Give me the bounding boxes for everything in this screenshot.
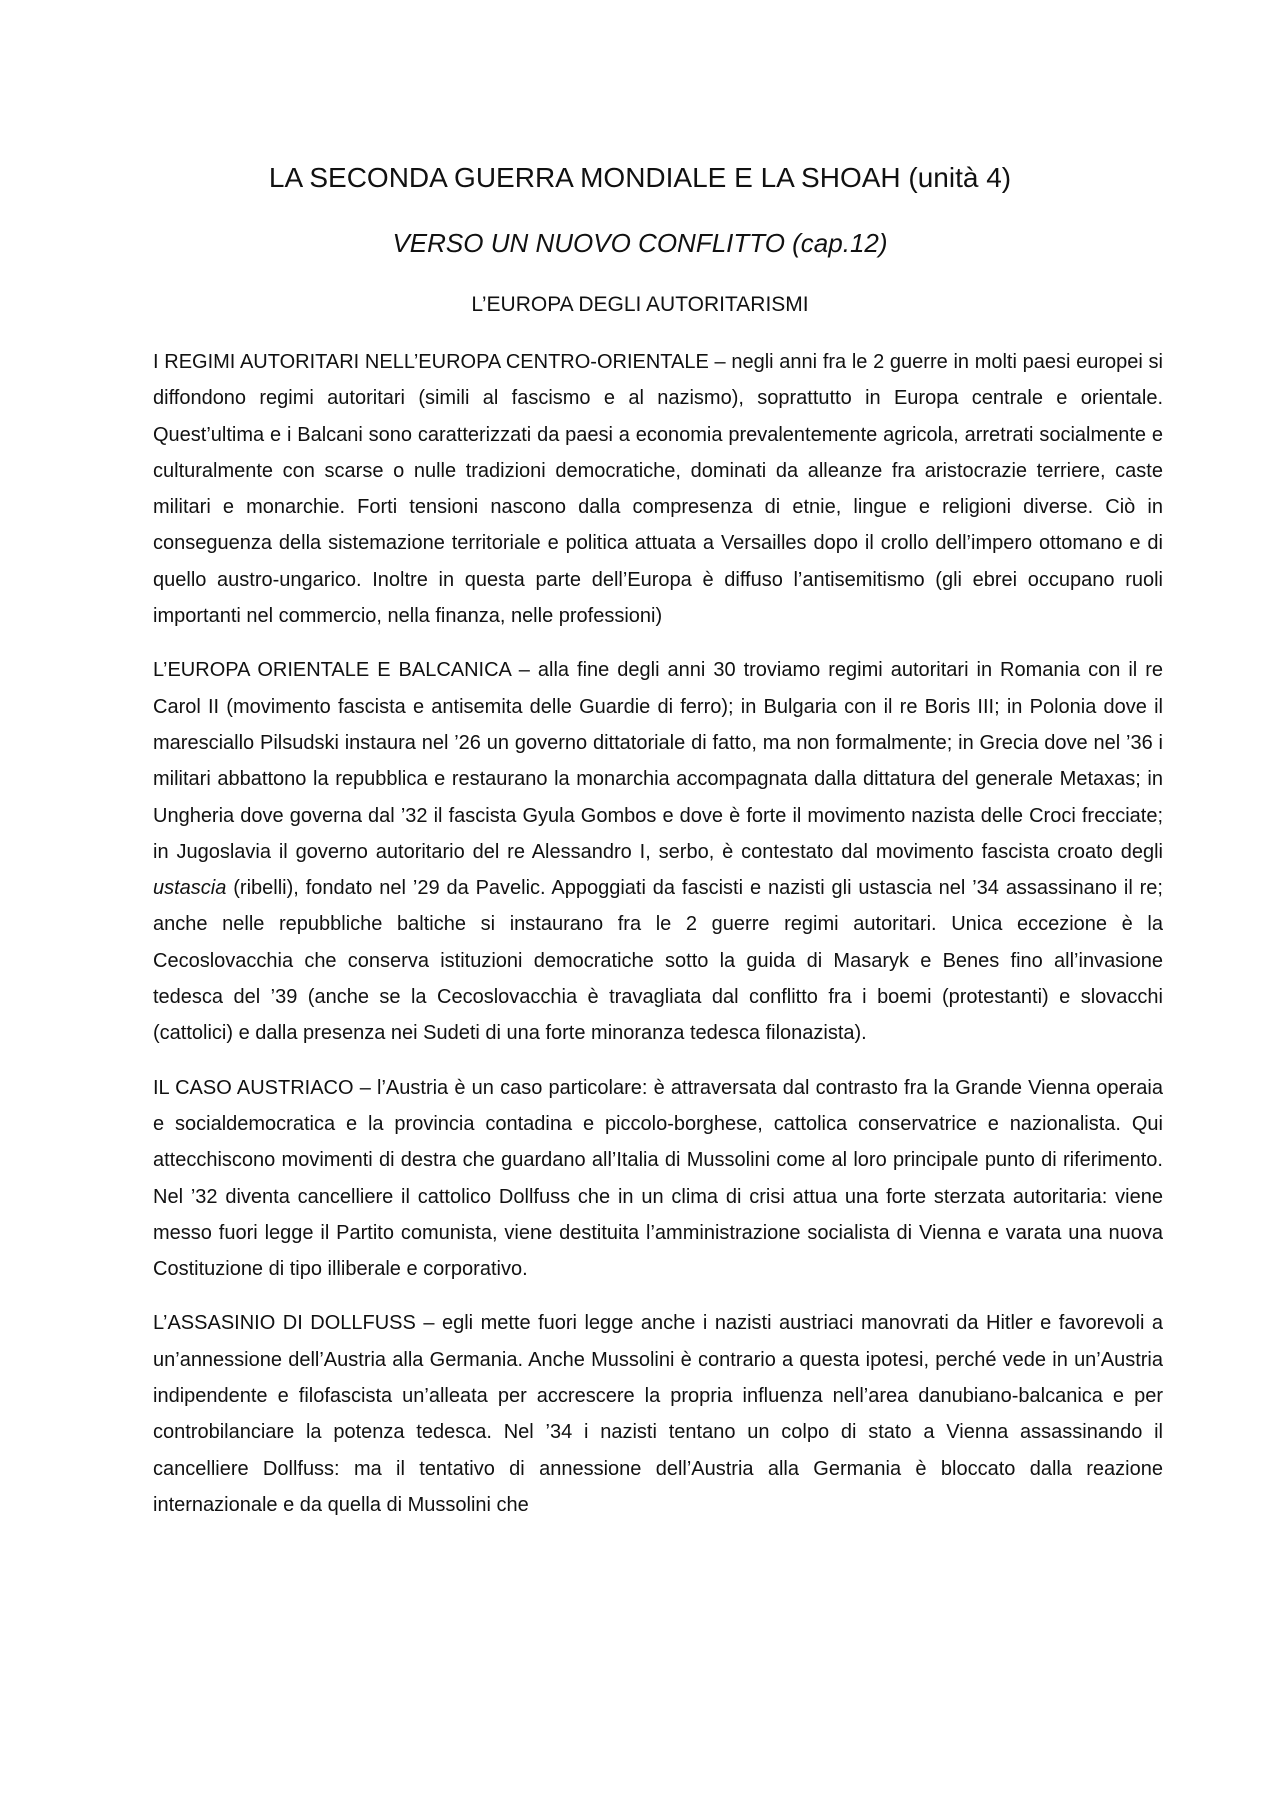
paragraph-text: (ribelli), fondato nel ’29 da Pavelic. Appoggiati da fascisti e nazisti gli ustascia nel ’34 assassinano il re; anche nelle repubbliche baltiche si instaurano fra le 2 guerre regimi autoritari. Unica eccezione è la Cecoslovacchia che conserva istituzioni democratiche sotto la guida di Masaryk e Benes fino all’invasione tedesca del ’39 (anche se la Cecoslovacchia è travagliata dal conflitto fra i boemi (protestanti) e slovacchi (cattolici) e dalla presenza nei Sudeti di una forte minoranza tedesca filonazista). — [153, 877, 1163, 1045]
italic-term: ustascia — [153, 877, 227, 900]
paragraph-assassinio-dollfuss: L’ASSASINIO DI DOLLFUSS – egli mette fuori legge anche i nazisti austriaci manovrati da Hitler e favorevoli a un’annessione dell’Austria alla Germania. Anche Mussolini è contrario a questa ipotesi, perché vede in un’Austria indipendente e filofascista un’alleata per accrescere la propria influenza nell’area danubiano-balcanica e per controbilanciare la potenza tedesca. Nel ’34 i nazisti tentano un colpo di stato a Vienna assassinando il cancelliere Dollfuss: ma il tentativo di annessione dell’Austria alla Germania è bloccato dalla reazione internazionale e da quella di Mussolini che — [153, 1312, 1163, 1516]
paragraph-text: L’EUROPA ORIENTALE E BALCANICA – alla fine degli anni 30 troviamo regimi autoritari in Romania con il re Carol II (movimento fascista e antisemita delle Guardie di ferro); in Bulgaria con il re Boris III; in Polonia dove il maresciallo Pilsudski instaura nel ’26 un governo dittatoriale di fatto, ma non formalmente; in Grecia dove nel ’36 i militari abbattono la repubblica e restaurano la monarchia accompagnata dalla dittatura del generale Metaxas; in Ungheria dove governa dal ’32 il fascista Gyula Gombos e dove è forte il movimento nazista delle Croci frecciate; in Jugoslavia il governo autoritario del re Alessandro I, serbo, è contestato dal movimento fascista croato degli — [153, 659, 1163, 863]
paragraph-regimi-autoritari: I REGIMI AUTORITARI NELL’EUROPA CENTRO-ORIENTALE – negli anni fra le 2 guerre in molti paesi europei si diffondono regimi autoritari (simili al fascismo e al nazismo), soprattutto in Europa centrale e orientale. Quest’ultima e i Balcani sono caratterizzati da paesi a economia prevalentemente agricola, arretrati socialmente e culturalmente con scarse o nulle tradizioni democratiche, dominati da alleanze fra aristocrazie terriere, caste militari e monarchie. Forti tensioni nascono dalla compresenza di etnie, lingue e religioni diverse. Ciò in conseguenza della sistemazione territoriale e politica attuata a Versailles dopo il crollo dell’impero ottomano e di quello austro-ungarico. Inoltre in questa parte dell’Europa è diffuso l’antisemitismo (gli ebrei occupano ruoli importanti nel commercio, nella finanza, nelle professioni) — [153, 351, 1163, 628]
body-text — [153, 344, 1163, 1541]
chapter-subtitle: VERSO UN NUOVO CONFLITTO (cap.12) — [392, 228, 888, 258]
section-heading: L’EUROPA DEGLI AUTORITARISMI — [471, 293, 809, 316]
paragraph-europa-orientale — [153, 652, 1163, 1051]
document-title: LA SECONDA GUERRA MONDIALE E LA SHOAH (unità 4) — [268, 162, 1012, 193]
paragraph-caso-austriaco: IL CASO AUSTRIACO – l’Austria è un caso particolare: è attraversata dal contrasto fra la Grande Vienna operaia e socialdemocratica e la provincia contadina e piccolo-borghese, cattolica conservatrice e nazionalista. Qui attecchiscono movimenti di destra che guardano all’Italia di Mussolini come al loro principale punto di riferimento. Nel ’32 diventa cancelliere il cattolico Dollfuss che in un clima di crisi attua una forte sterzata autoritaria: viene messo fuori legge il Partito comunista, viene destituita l’amministrazione socialista di Vienna e varata una nuova Costituzione di tipo illiberale e corporativo. — [153, 1076, 1163, 1281]
